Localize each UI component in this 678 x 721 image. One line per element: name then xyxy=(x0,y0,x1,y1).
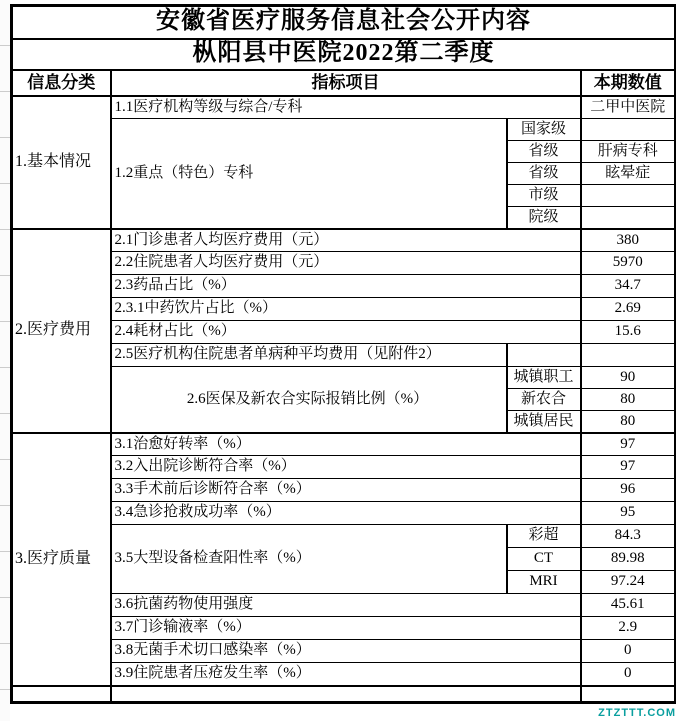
indicator-value: 97 xyxy=(581,433,675,456)
indicator-value: 0 xyxy=(581,663,675,686)
header-category: 信息分类 xyxy=(13,70,111,96)
indicator-value: 97 xyxy=(581,456,675,479)
medical-info-table xyxy=(12,6,675,702)
partial-cell xyxy=(581,686,675,702)
indicator-label: 3.5大型设备检查阳性率（%） xyxy=(111,525,507,594)
sub-category-value: 肝病专科 xyxy=(581,141,675,163)
sub-category-value: 84.3 xyxy=(581,525,675,548)
indicator-value: 0 xyxy=(581,640,675,663)
indicator-label: 2.3药品占比（%） xyxy=(111,275,581,298)
indicator-label: 2.4耗材占比（%） xyxy=(111,321,581,344)
indicator-value: 15.6 xyxy=(581,321,675,344)
indicator-value: 380 xyxy=(581,229,675,252)
indicator-label: 2.3.1中药饮片占比（%） xyxy=(111,298,581,321)
sub-category-value xyxy=(581,207,675,229)
sub-category-label: 国家级 xyxy=(507,119,581,141)
indicator-label: 2.6医保及新农合实际报销比例（%） xyxy=(111,367,507,433)
indicator-value: 95 xyxy=(581,502,675,525)
sub-category-value: 80 xyxy=(581,389,675,411)
sub-category-label: 城镇职工 xyxy=(507,367,581,389)
section-medical-cost: 2.医疗费用 xyxy=(13,229,111,433)
sub-category-label xyxy=(507,344,581,367)
indicator-value: 45.61 xyxy=(581,594,675,617)
disclosure-table xyxy=(10,4,676,704)
indicator-label: 2.1门诊患者人均医疗费用（元） xyxy=(111,229,581,252)
indicator-label: 2.2住院患者人均医疗费用（元） xyxy=(111,252,581,275)
header-value: 本期数值 xyxy=(581,70,675,96)
indicator-value: 2.69 xyxy=(581,298,675,321)
spreadsheet-gutter xyxy=(0,0,10,721)
table-title: 安徽省医疗服务信息社会公开内容 xyxy=(13,7,675,39)
sub-category-value: 89.98 xyxy=(581,548,675,571)
indicator-label: 3.2入出院诊断符合率（%） xyxy=(111,456,581,479)
indicator-value: 二甲中医院 xyxy=(581,96,675,119)
indicator-label: 1.1医疗机构等级与综合/专科 xyxy=(111,96,581,119)
indicator-value xyxy=(581,344,675,367)
indicator-label: 3.4急诊抢救成功率（%） xyxy=(111,502,581,525)
section-basic-info: 1.基本情况 xyxy=(13,96,111,229)
indicator-label: 3.6抗菌药物使用强度 xyxy=(111,594,581,617)
sub-category-value xyxy=(581,185,675,207)
section-medical-quality: 3.医疗质量 xyxy=(13,433,111,686)
sub-category-value xyxy=(581,119,675,141)
watermark: ZTZTTT.COM xyxy=(598,707,676,719)
indicator-label: 3.8无菌手术切口感染率（%） xyxy=(111,640,581,663)
sub-category-value: 97.24 xyxy=(581,571,675,594)
sub-category-label: 彩超 xyxy=(507,525,581,548)
indicator-label: 2.5医疗机构住院患者单病种平均费用（见附件2） xyxy=(111,344,507,367)
table-subtitle: 枞阳县中医院2022第二季度 xyxy=(13,39,675,70)
indicator-value: 5970 xyxy=(581,252,675,275)
sub-category-value: 眩晕症 xyxy=(581,163,675,185)
sub-category-label: 市级 xyxy=(507,185,581,207)
indicator-label: 3.1治愈好转率（%） xyxy=(111,433,581,456)
sub-category-label: 城镇居民 xyxy=(507,411,581,433)
indicator-label: 3.3手术前后诊断符合率（%） xyxy=(111,479,581,502)
sub-category-value: 90 xyxy=(581,367,675,389)
indicator-value: 96 xyxy=(581,479,675,502)
indicator-label: 3.7门诊输液率（%） xyxy=(111,617,581,640)
indicator-value: 34.7 xyxy=(581,275,675,298)
sub-category-label: 院级 xyxy=(507,207,581,229)
indicator-label: 3.9住院患者压疮发生率（%） xyxy=(111,663,581,686)
sub-category-label: CT xyxy=(507,548,581,571)
sub-category-label: 省级 xyxy=(507,141,581,163)
indicator-label: 1.2重点（特色）专科 xyxy=(111,119,507,229)
header-indicator: 指标项目 xyxy=(111,70,581,96)
sub-category-label: 新农合 xyxy=(507,389,581,411)
partial-cell xyxy=(111,686,581,702)
partial-cell xyxy=(13,686,111,702)
sub-category-label: 省级 xyxy=(507,163,581,185)
sub-category-value: 80 xyxy=(581,411,675,433)
sub-category-label: MRI xyxy=(507,571,581,594)
indicator-value: 2.9 xyxy=(581,617,675,640)
